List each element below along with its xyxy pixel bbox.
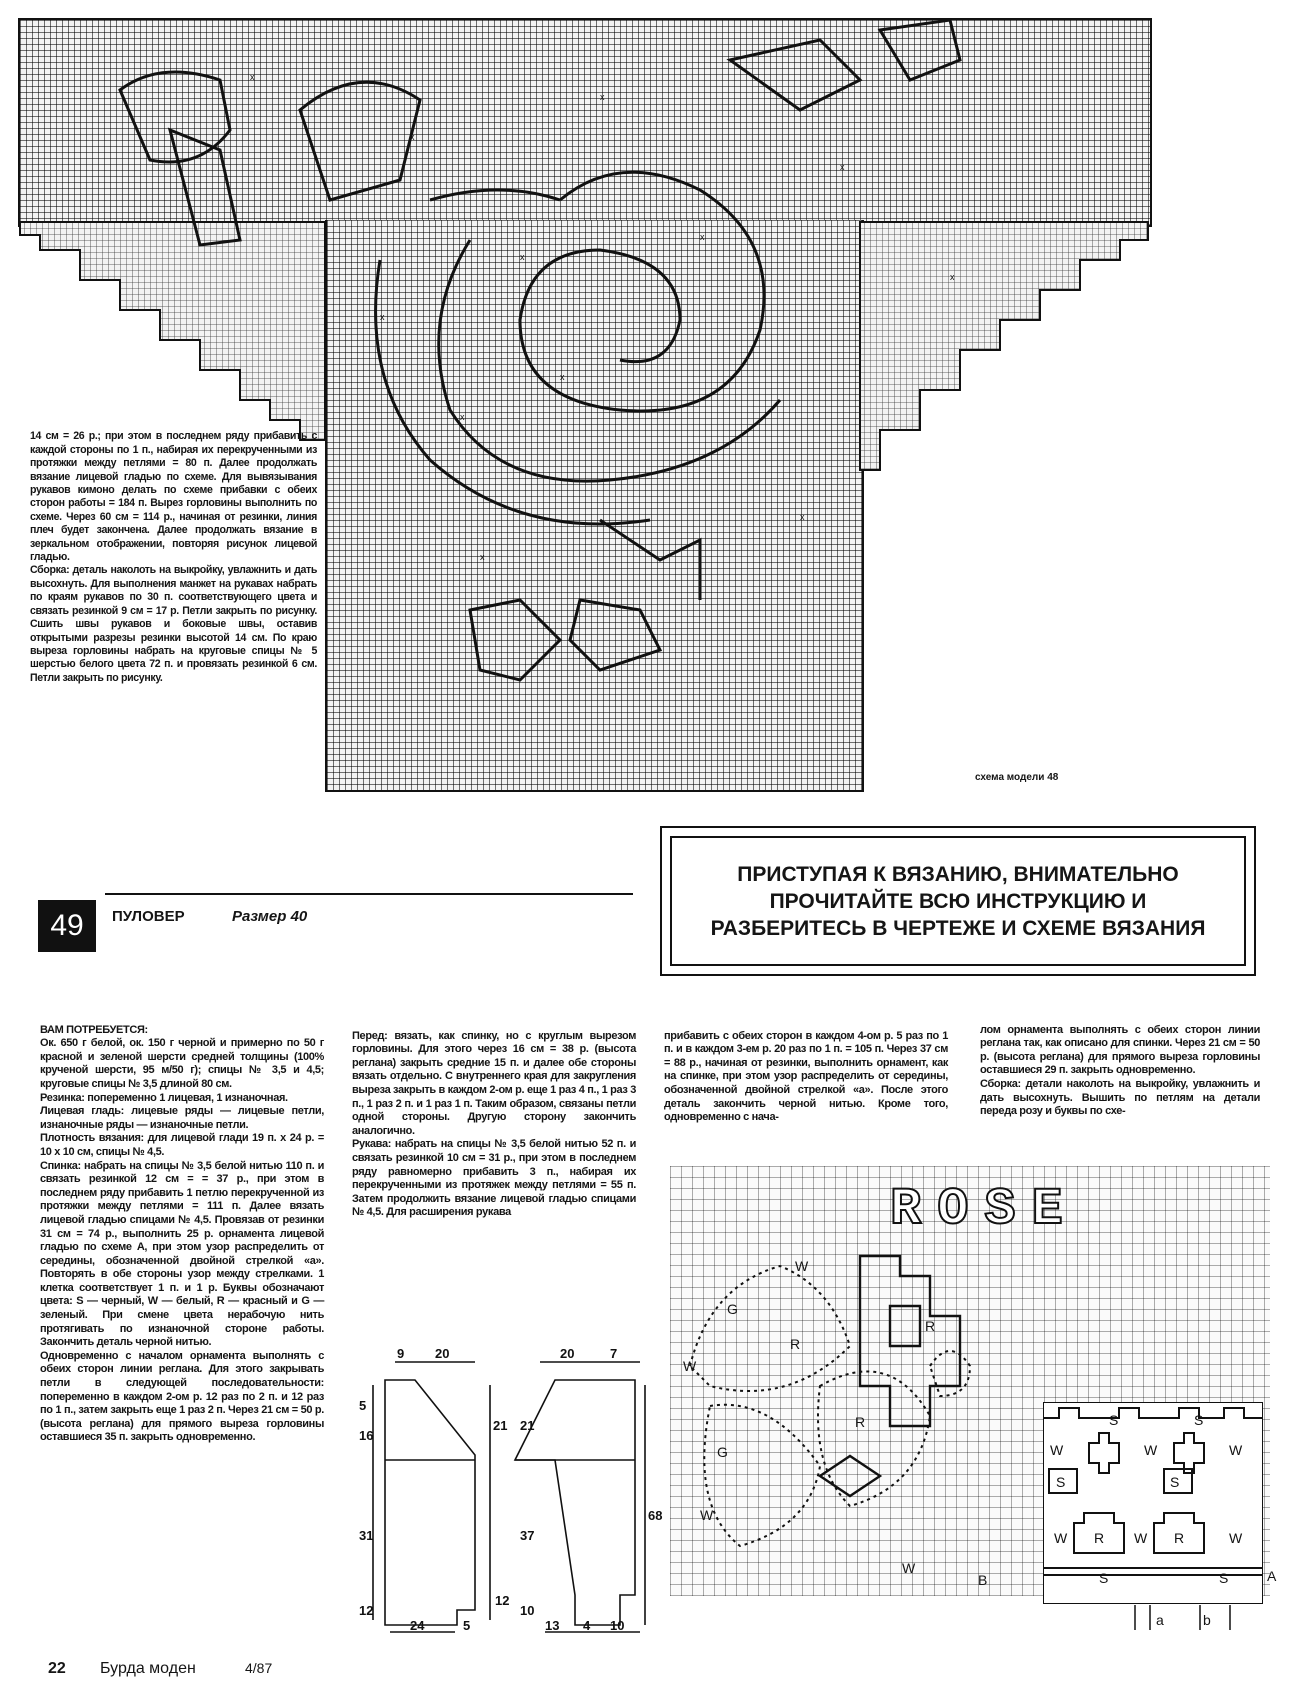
notice-text: ПРИСТУПАЯ К ВЯЗАНИЮ, ВНИМАТЕЛЬНО ПРОЧИТАЙТЕ ВСЮ ИНСТРУКЦИЮ И РАЗБЕРИТЕСЬ В ЧЕРТЕЖЕ И СХЕМЕ ВЯЗАНИЯ [710,862,1206,940]
dim-sleeve-37: 37 [520,1528,535,1543]
svg-text:x: x [410,132,415,142]
stock-label: Лицевая гладь: [40,1105,124,1118]
svg-text:x: x [560,372,565,382]
svg-text:x: x [380,312,385,322]
svg-text:x: x [800,512,805,522]
chart-a-w3: W [1229,1442,1243,1458]
header-rule [105,893,633,895]
assembly-label-bottom: Сборка: [980,1077,1021,1090]
top-left-paragraph: 14 см = 26 р.; при этом в последнем ряду прибавить с каждой стороны по 1 п., набирая их перекрученными из протяжки между петлями = 80 п. Далее продолжать вязание лицевой гладью по схеме. Для вывязывания рукавов кимоно делать по схеме прибавки с обеих сторон работы = 184 п. Вырез горловины выполнить по схеме. Через 60 см = 114 р., начиная от резинки, линия плеч будет закончена. Далее продолжать вязание в зеркальном отображении, повторяя рисунок лицевой гладью. [30,430,317,564]
notice-box [660,826,1256,976]
legend-w-3: W [700,1507,714,1523]
svg-text:x: x [250,72,255,82]
dim-sleeve-13: 13 [545,1618,560,1633]
svg-text:x: x [600,92,605,102]
front-text: вязать, как спинку, но с круглым вырезом горловины. Для этого через 16 см = 38 р. (высота реглана) закрыть средние 15 п. и далее обе стороны вязать отдельно. С внутреннего края для закругления выреза закрыть в каждом 2-ом р. еще 1 раз 4 п., 1 раз 3 п., 1 раз 2 п. и 1 раз 1 п. Таким образом, связаны петли одной стороны. Другую сторону закончить аналогично. [352,1029,636,1137]
model-size: Размер 40 [232,908,308,925]
chart-a-s2: S [1194,1412,1204,1428]
model-name: ПУЛОВЕР [112,908,185,925]
col3-text: прибавить с обеих сторон в каждом 4-ом р. 5 раз по 1 п. и в каждом 3-ем р. 20 раз по 1 п. = 105 п. Через 37 см = 88 р., начиная от резинки, выполнить орнамент, как на спинке, при этом узор распределить от середины, обозначенной двойной стрелкой «а». После этого деталь закончить черной нитью. Кроме того, [664,1029,948,1110]
svg-text:x: x [700,232,705,242]
legend-r-3: R [855,1414,866,1430]
column-3 [664,1016,948,1125]
label-b: B [978,1572,988,1588]
assembly-text-bottom: детали наколоть на выкройку, увлажнить и дать высохнуть. Вышить по петлям на детали переда розу и буквы по схе- [980,1077,1260,1118]
dim-sleeve-10b: 10 [610,1618,625,1633]
sleeves-text: набрать на спицы № 3,5 белой нитью 52 п. и связать резинкой 10 см = 31 р., при этом в последнем ряду равномерно прибавить 3 п., набирая их перекрученными из протяжек между петлями = 55 п. Затем продолжить вязание лицевой гладью спицами № 4,5. Для расширения рукава [352,1138,636,1219]
top-left-text [30,417,317,685]
dim-sleeve-20: 20 [560,1346,575,1361]
front-label: Перед: [352,1029,388,1042]
model-number-badge [38,900,96,952]
dim-sleeve-68: 68 [648,1508,663,1523]
dim-back-24: 24 [410,1618,425,1633]
svg-text:x: x [520,252,525,262]
dim-back-5: 5 [359,1398,367,1413]
chart-a-w2: W [1144,1442,1158,1458]
need-text: Ок. 650 г белой, ок. 150 г черной и примерно по 50 г красной и зеленой шерсти средней толщины (100% крученой шерсти, 95 м/50 г); спицы № 3,5 и 4,5; круговые спицы № 3,5 длиной 80 см. [40,1037,324,1090]
col4-bold-head: лом орнамента [980,1023,1063,1036]
legend-w-2: W [683,1358,697,1374]
chart-a-arrows [1130,1600,1240,1640]
need-label: ВАМ ПОТРЕБУЕТСЯ: [40,1023,148,1036]
dim-back-31: 31 [359,1528,374,1543]
chart-a-s3: S [1056,1474,1066,1490]
chart-a-s1: S [1109,1412,1119,1428]
chart-a-s6: S [1219,1570,1229,1586]
garment-schematic [355,1340,665,1640]
col4-text: выполнять с обеих сторон линии реглана так, как описано для спинки. Через 21 см = 50 р. (высота реглана) для прямого выреза горловины оставшиеся 29 п. закрыть одновременно. [980,1023,1260,1077]
legend-r-2: R [925,1318,936,1334]
notice-inner [670,836,1246,966]
rib-text: попеременно 1 лицевая, 1 изнаночная. [84,1091,288,1104]
stock-text: лицевые ряды — лицевые петли, изнаночные ряды — изнаночные петли. [40,1105,325,1131]
back-label: Спинка: [40,1159,81,1172]
dim-back-16: 16 [359,1428,374,1443]
chart-a-w4: W [1054,1530,1068,1546]
column-1 [40,1010,324,1445]
column-4 [980,1010,1260,1119]
rose-letters: ROSE [890,1180,1079,1239]
dim-sleeve-4: 4 [583,1618,591,1633]
dim-back-5b: 5 [463,1618,471,1633]
legend-g-2: G [717,1444,728,1460]
chart-a-r2: R [1174,1530,1185,1546]
arrow-label-a: a [1156,1612,1164,1628]
dim-sleeve-10: 10 [520,1603,535,1618]
chart-a-s4: S [1170,1474,1180,1490]
arrow-label-b: b [1203,1612,1211,1628]
col3-bold-tail: одновременно с нача- [664,1111,779,1124]
chart-a-r1: R [1094,1530,1105,1546]
dim-sleeve-12: 12 [495,1593,510,1608]
legend-r-1: R [790,1336,801,1352]
back-text: набрать на спицы № 3,5 белой нитью 110 п. и связать резинкой 12 см = = 37 р., при этом в последнем ряду прибавить 1 петлю перекрученной из протяжки между петлями = 111 п. Далее вязать лицевой гладью спицами № 4,5. Провязав от резинки 31 см = 74 р., выполнить 25 р. орнамента лицевой гладью по схеме А, при этом узор распределить от середины, обозначенной двойной стрелкой «а». Повторять в обе стороны узор между стрелками. 1 клетка соответствует 1 п. и 1 р. Буквы обозначают цвета: S — черный, W — белый, R — красный и G — зеленый. При смене цвета нерабочую нить протягивать по изнаночной стороне работы. Закончить деталь черной нитью. [40,1159,324,1349]
column-2 [352,1016,636,1220]
legend-g-1: G [727,1301,738,1317]
svg-text:x: x [950,272,955,282]
chart-a-w1: W [1050,1442,1064,1458]
footer-page-number: 22 [48,1660,66,1677]
dim-back-12: 12 [359,1603,374,1618]
footer-magazine: Бурда моден [100,1660,196,1677]
chart-a [1043,1402,1263,1604]
ornament-text: выполнять с обеих сторон линии реглана. Для этого закрывать петли в следующей последовательности: попеременно в каждом 2-ом р. 12 раз по 2 п. и 12 раз по 1 п., затем закрыть еще 1 раз 2 п. Через 21 см = 50 р. (высота реглана) для прямого выреза горловины оставшиеся 35 п. закрыть одновременно. [40,1349,324,1444]
chart-a-s5: S [1099,1570,1109,1586]
label-a: A [1267,1568,1277,1584]
chart-a-drawing [1044,1403,1262,1603]
chart-a-w6: W [1229,1530,1243,1546]
dim-back-21: 21 [493,1418,508,1433]
gauge-label: Плотность вязания: [40,1132,144,1145]
svg-text:x: x [460,412,465,422]
assembly-label-top: Сборка: [30,564,70,577]
footer-issue: 4/87 [245,1660,273,1676]
rib-label: Резинка: [40,1091,85,1104]
chart-caption: схема модели 48 [975,772,1059,783]
gauge-text: для лицевой глади 19 п. x 24 р. = 10 x 10 см, спицы № 4,5. [40,1132,324,1158]
legend-w-1: W [795,1258,809,1274]
svg-text:x: x [480,552,485,562]
chart-a-w5: W [1134,1530,1148,1546]
svg-text:x: x [840,162,845,172]
ornament-label: Одновременно с началом орнамента [40,1349,246,1362]
legend-w-4: W [902,1560,916,1576]
dim-back-9: 9 [397,1346,405,1361]
sleeves-label: Рукава: [352,1138,392,1151]
dim-back-20: 20 [435,1346,450,1361]
dim-sleeve-7: 7 [610,1346,618,1361]
dim-sleeve-21: 21 [520,1418,535,1433]
assembly-text-top: деталь наколоть на выкройку, увлажнить и дать высохнуть. Для выполнения манжет на рукавах набрать по краям рукавов по 30 п. соответствующего цвета и связать резинкой 9 см = 17 р. Петли закрыть по рисунку. Сшить швы рукавов и боковые швы, оставив открытыми разрезы резинки высотой 14 см. По краю выреза горловины набрать на круговые спицы № 5 шерстью белого цвета 72 п. и провязать резинкой 6 см. Петли закрыть по рисунку. [30,564,317,684]
model-number: 49 [50,909,84,942]
